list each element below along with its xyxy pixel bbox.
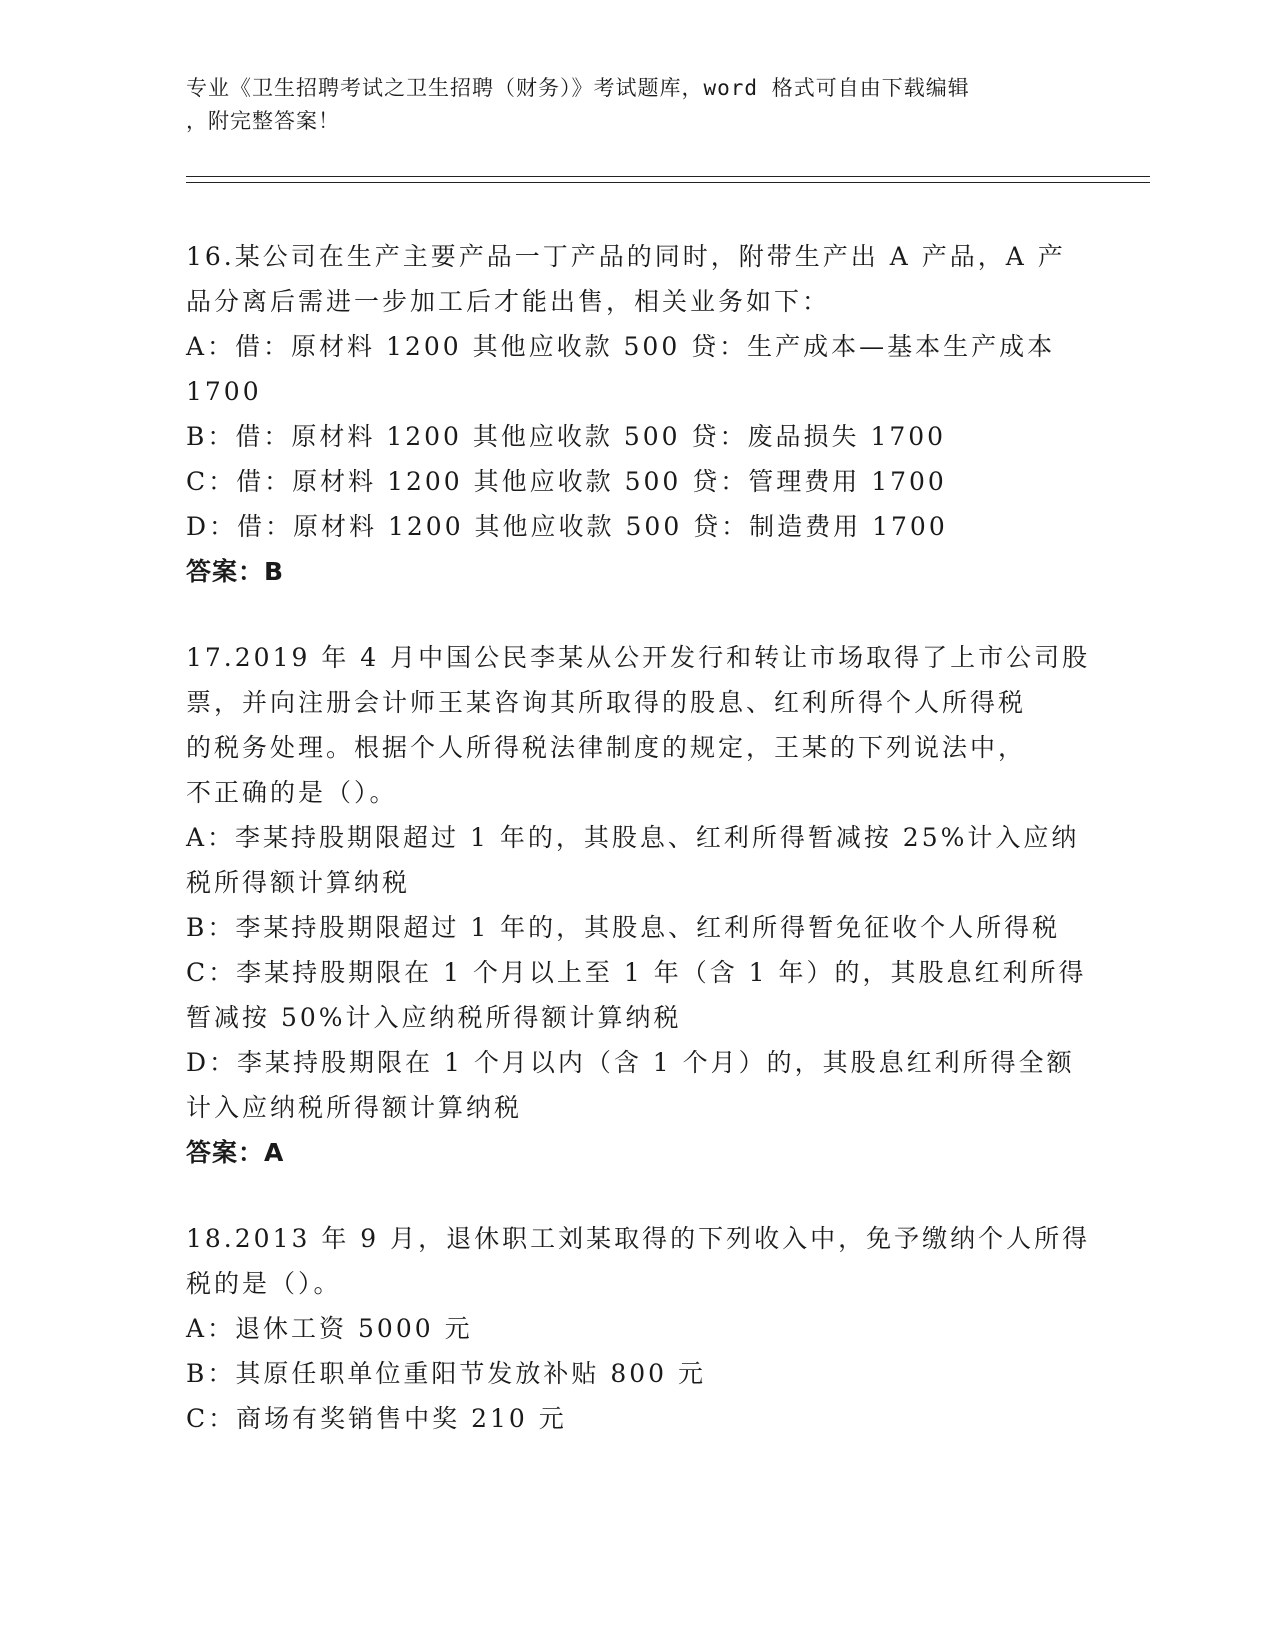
option-line: B：借：原材料 1200 其他应收款 500 贷：废品损失 1700 [186,422,947,451]
header-line-1: 专业《卫生招聘考试之卫生招聘（财务）》考试题库，word 格式可自由下载编辑 [186,76,970,100]
question-stem-line: 税的是（）。 [186,1269,342,1298]
option-line: A：借：原材料 1200 其他应收款 500 贷：生产成本—基本生产成本 [186,332,1056,361]
answer-label: 答案：A [186,1138,285,1167]
header-divider-bottom [186,182,1150,183]
option-line: 计入应纳税所得额计算纳税 [186,1093,523,1122]
question-stem-line: 17.2019 年 4 月中国公民李某从公开发行和转让市场取得了上市公司股 [186,643,1091,672]
option-line: C：李某持股期限在 1 个月以上至 1 年（含 1 年）的，其股息红利所得 [186,958,1087,987]
option-line: 暂减按 50%计入应纳税所得额计算纳税 [186,1003,682,1032]
header-line-2: ，附完整答案！ [186,109,340,133]
answer-label: 答案：B [186,557,285,586]
question-16 [186,234,1086,594]
option-line: A：退休工资 5000 元 [186,1314,473,1343]
header-divider-top [186,176,1150,177]
question-18 [186,1216,1091,1441]
question-stem-line: 的税务处理。根据个人所得税法律制度的规定，王某的下列说法中， [186,733,1027,762]
question-stem-line: 品分离后需进一步加工后才能出售，相关业务如下： [186,287,831,316]
question-list [186,234,1091,1482]
question-17 [186,635,1091,1175]
question-stem-line: 18.2013 年 9 月，退休职工刘某取得的下列收入中，免予缴纳个人所得 [186,1224,1091,1253]
option-line: C：借：原材料 1200 其他应收款 500 贷：管理费用 1700 [186,467,947,496]
document-header [186,72,1076,138]
option-line: A：李某持股期限超过 1 年的，其股息、红利所得暂减按 25%计入应纳 [186,823,1080,852]
question-stem-line: 不正确的是（）。 [186,778,398,807]
option-line: D：李某持股期限在 1 个月以内（含 1 个月）的，其股息红利所得全额 [186,1048,1075,1077]
question-stem-line: 票，并向注册会计师王某咨询其所取得的股息、红利所得个人所得税 [186,688,1027,717]
question-stem-line: 16.某公司在生产主要产品一丁产品的同时，附带生产出 A 产品，A 产 [186,242,1066,271]
option-line: D：借：原材料 1200 其他应收款 500 贷：制造费用 1700 [186,512,948,541]
option-line: B：其原任职单位重阳节发放补贴 800 元 [186,1359,706,1388]
option-line: 税所得额计算纳税 [186,868,411,897]
option-line: B：李某持股期限超过 1 年的，其股息、红利所得暂免征收个人所得税 [186,913,1061,942]
option-line: C：商场有奖销售中奖 210 元 [186,1404,567,1433]
option-line: 1700 [186,377,262,406]
